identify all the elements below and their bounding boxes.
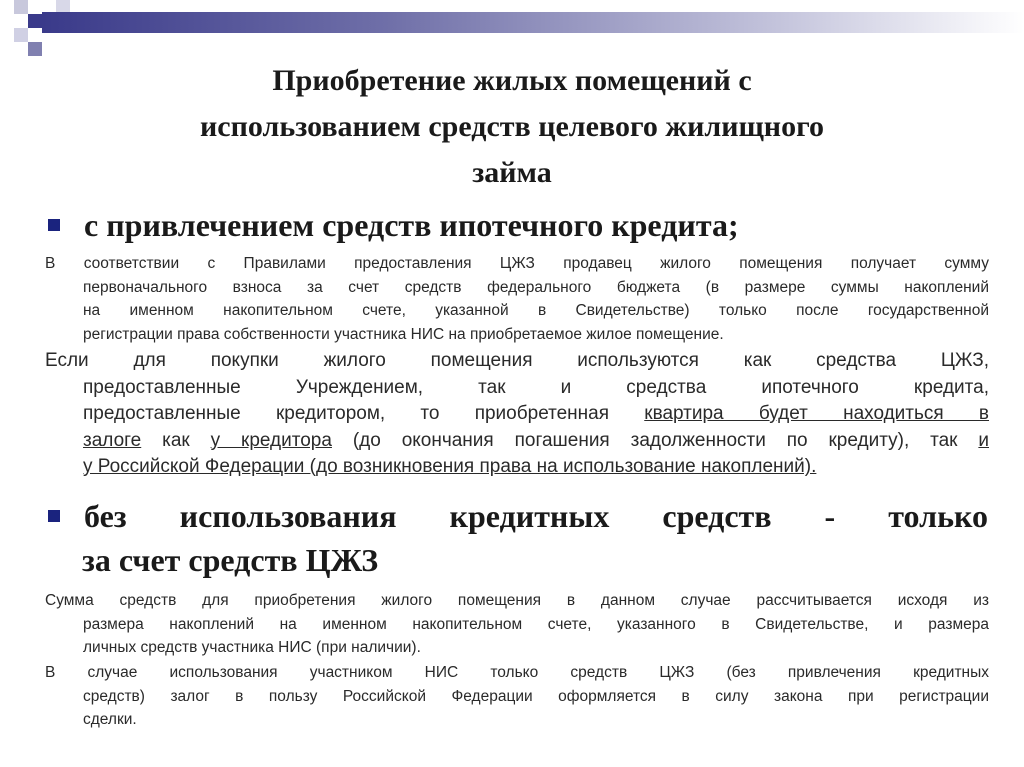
title-line: займа bbox=[472, 156, 552, 189]
deco-square bbox=[14, 28, 28, 42]
text-line: Если для покупки жилого помещения используются как средства ЦЖЗ, bbox=[45, 350, 989, 371]
underlined-text: залоге bbox=[83, 429, 142, 451]
paragraph bbox=[45, 661, 989, 732]
text-line: регистрации права собственности участника НИС на приобретаемое жилое помещение. bbox=[83, 325, 724, 343]
underlined-text: квартира будет находиться в bbox=[644, 403, 990, 424]
text-line: средств) залог в пользу Российской Федерации оформляется в силу закона при регистрации bbox=[83, 687, 989, 705]
text-line: первоначального взноса за счет средств федерального бюджета (в размере суммы накоплений bbox=[83, 278, 989, 296]
text-line bbox=[45, 401, 989, 428]
underlined-text: и bbox=[978, 429, 989, 451]
slide-title bbox=[40, 58, 984, 196]
paragraph bbox=[45, 348, 989, 481]
heading-text: с привлечением средств ипотечного кредита; bbox=[84, 207, 739, 243]
section-heading bbox=[44, 494, 988, 582]
paragraph bbox=[45, 252, 989, 346]
text-line: размера накоплений на именном накопительном счете, указанного в Свидетельстве, и размера bbox=[83, 615, 989, 633]
paragraph bbox=[45, 589, 989, 660]
title-line: использованием средств целевого жилищного bbox=[200, 110, 824, 143]
deco-square bbox=[28, 42, 42, 56]
bullet-icon bbox=[48, 510, 60, 522]
heading-text: без использования кредитных средств - только bbox=[84, 498, 988, 534]
text-line: предоставленные Учреждением, так и средства ипотечного кредита, bbox=[83, 376, 989, 398]
text-fragment: предоставленные кредитором, то приобретенная bbox=[83, 403, 645, 424]
text-line: у Российской Федерации (до возникновения права на использование накоплений). bbox=[83, 456, 817, 477]
text-fragment: (до окончания погашения задолженности по кредиту), так bbox=[331, 429, 979, 451]
deco-square bbox=[28, 14, 42, 28]
section-heading bbox=[44, 207, 988, 244]
text-fragment: как bbox=[141, 429, 211, 451]
underlined-text: у кредитора bbox=[210, 429, 332, 451]
text-line: Сумма средств для приобретения жилого помещения в данном случае рассчитывается исходя из bbox=[45, 592, 989, 609]
text-line: личных средств участника НИС (при наличии). bbox=[83, 639, 421, 657]
header-gradient-bar bbox=[42, 12, 1024, 33]
title-line: Приобретение жилых помещений с bbox=[272, 64, 752, 97]
deco-square bbox=[14, 0, 28, 14]
text-line bbox=[45, 428, 989, 455]
text-line: В случае использования участником НИС только средств ЦЖЗ (без привлечения кредитных bbox=[45, 664, 989, 681]
bullet-icon bbox=[48, 219, 60, 231]
text-line: В соответствии с Правилами предоставления ЦЖЗ продавец жилого помещения получает сумму bbox=[45, 255, 989, 272]
text-line: сделки. bbox=[83, 711, 137, 729]
heading-line bbox=[44, 494, 988, 538]
heading-line: за счет средств ЦЖЗ bbox=[82, 542, 379, 578]
text-line: на именном накопительном счете, указанной в Свидетельстве) только после государственной bbox=[83, 302, 989, 320]
